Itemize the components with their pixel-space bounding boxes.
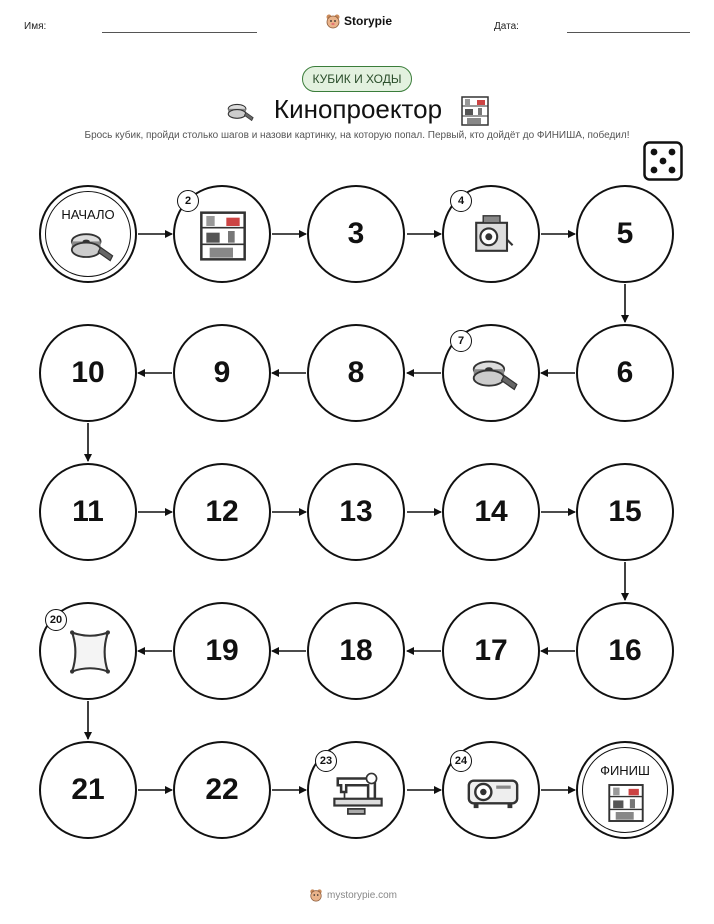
board-cell: 18 — [307, 602, 405, 700]
board-cell: 15 — [576, 463, 674, 561]
board-cell: 9 — [173, 324, 271, 422]
brand-name: Storypie — [344, 14, 393, 28]
board-cell: 12 — [173, 463, 271, 561]
board-cell: 10 — [39, 324, 137, 422]
board-cell: 8 — [307, 324, 405, 422]
projector-icon — [464, 771, 522, 813]
bear-icon — [309, 888, 323, 902]
start-label: НАЧАЛО — [61, 207, 115, 222]
board-cell: 19 — [173, 602, 271, 700]
cell-number-badge: 20 — [45, 609, 67, 631]
cell-number-badge: 7 — [450, 330, 472, 352]
title-text: Кинопроектор — [273, 94, 443, 124]
film-reel-icon — [468, 354, 520, 392]
cell-number-badge: 4 — [450, 190, 472, 212]
board-cell: 16 — [576, 602, 674, 700]
instructions: Брось кубик, пройди столько шагов и назови картинку, на которую попал. Первый, кто дойдёт до ФИНИША, победил! — [84, 130, 630, 141]
date-label: Дата: — [494, 21, 519, 32]
board-cell: 22 — [173, 741, 271, 839]
sewing-machine-icon — [331, 765, 385, 819]
film-reel-icon — [65, 227, 117, 263]
film-box-icon — [472, 211, 514, 257]
screen-icon — [65, 626, 115, 678]
board-cell: 21 — [39, 741, 137, 839]
board-cell: 13 — [307, 463, 405, 561]
cell-number-badge: 2 — [177, 190, 199, 212]
board-cell: 17 — [442, 602, 540, 700]
board-cell: 5 — [576, 185, 674, 283]
board-cell: 3 — [307, 185, 405, 283]
game-type-badge: КУБИК И ХОДЫ — [302, 66, 412, 92]
cell-number-badge: 24 — [450, 750, 472, 772]
cell-number-badge: 23 — [315, 750, 337, 772]
footer-site[interactable]: mystorypie.com — [327, 889, 398, 901]
board-cell: 11 — [39, 463, 137, 561]
board-cell: 14 — [442, 463, 540, 561]
tool-shelf-icon — [197, 211, 249, 261]
tool-shelf-icon — [608, 783, 644, 823]
start-cell — [39, 185, 137, 283]
finish-label: ФИНИШ — [600, 763, 650, 778]
footer — [309, 888, 397, 902]
board-cell: 6 — [576, 324, 674, 422]
finish-cell — [576, 741, 674, 839]
name-label: Имя: — [24, 21, 47, 32]
